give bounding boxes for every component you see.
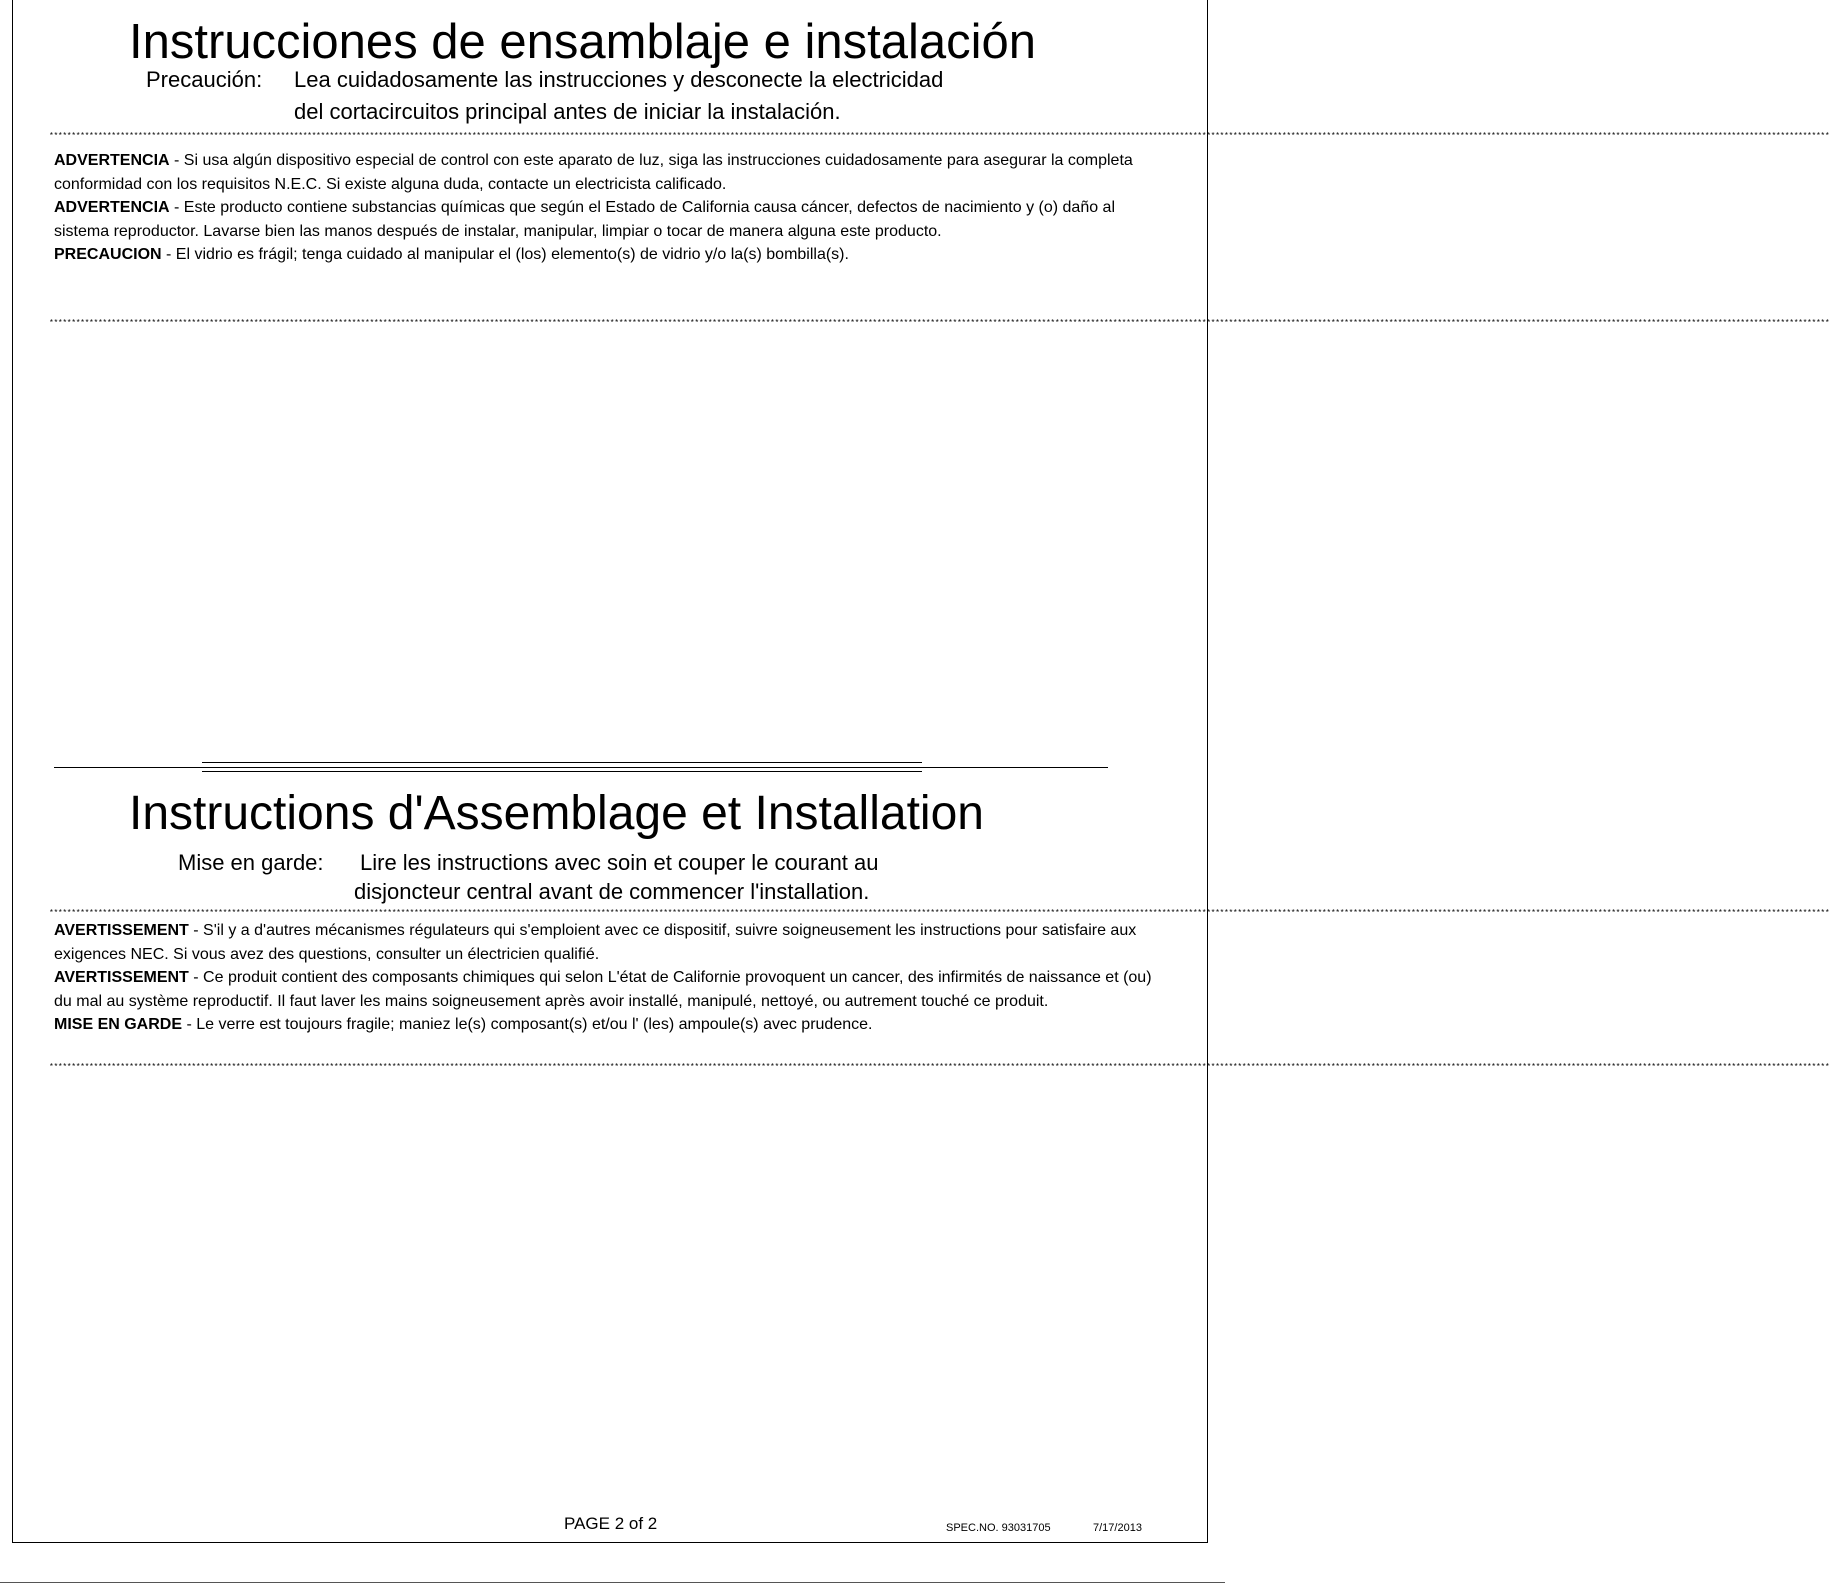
french-caution-line1: Lire les instructions avec soin et couper le courant au <box>360 850 879 875</box>
asterisk-separator: **************************************************************************************************************************************************************************************************************************************************************************************************************************************************************************************************************** <box>49 132 1829 141</box>
spanish-caution-label: Precaución: <box>146 67 263 92</box>
spanish-caution-line2: del cortacircuitos principal antes de iniciar la instalación. <box>294 99 841 124</box>
warning-text: - Ce produit contient des composants chimiques qui selon L'état de Californie provoquent un cancer, des infirmités de naissance et (ou) du mal au système reproductif. Il faut laver les mains soigneusement après avoir installé, manipulé, nettoyé, ou autrement touché ce produit. <box>54 969 1152 1010</box>
bottom-rule <box>0 1582 1225 1583</box>
caution-text: - El vidrio es frágil; tenga cuidado al manipular el (los) elemento(s) de vidrio y/o la(s) bombilla(s). <box>161 246 849 263</box>
warning-label: ADVERTENCIA <box>54 152 170 169</box>
spec-number: SPEC.NO. 93031705 <box>946 1522 1051 1534</box>
section-divider-accent <box>202 762 922 763</box>
spanish-warnings <box>54 149 1164 267</box>
asterisk-separator: **************************************************************************************************************************************************************************************************************************************************************************************************************************************************************************************************************** <box>49 1063 1829 1072</box>
warning-text: - Si usa algún dispositivo especial de control con este aparato de luz, siga las instrucciones cuidadosamente para asegurar la completa conformidad con los requisitos N.E.C. Si existe alguna duda, contacte un electricista calificado. <box>54 152 1133 193</box>
asterisk-separator: **************************************************************************************************************************************************************************************************************************************************************************************************************************************************************************************************************** <box>49 909 1829 918</box>
section-divider <box>54 767 1108 768</box>
warning-label: AVERTISSEMENT <box>54 922 189 939</box>
warning-text: - S'il y a d'autres mécanismes régulateurs qui s'emploient avec ce dispositif, suivre soigneusement les instructions pour satisfaire aux exigences NEC. Si vous avez des questions, consulter un électricien qualifié. <box>54 922 1137 963</box>
caution-paragraph <box>54 1013 1164 1037</box>
asterisk-separator: **************************************************************************************************************************************************************************************************************************************************************************************************************************************************************************************************************** <box>49 319 1829 328</box>
french-caution-line2: disjoncteur central avant de commencer l'installation. <box>354 879 870 904</box>
warning-paragraph <box>54 149 1164 196</box>
caution-label: MISE EN GARDE <box>54 1016 183 1033</box>
warning-text: - Este producto contiene substancias químicas que según el Estado de California causa cáncer, defectos de nacimiento y (o) daño al sistema reproductor. Lavarse bien las manos después de instalar, manipular, limpiar o tocar de manera alguna este producto. <box>54 199 1116 240</box>
french-caution-label: Mise en garde: <box>178 850 324 875</box>
french-title: Instructions d'Assemblage et Installation <box>129 787 984 840</box>
warning-paragraph <box>54 966 1164 1013</box>
caution-label: PRECAUCION <box>54 246 162 263</box>
french-warnings <box>54 919 1164 1037</box>
section-divider-accent <box>202 771 922 772</box>
page-number: PAGE 2 of 2 <box>564 1514 658 1533</box>
spanish-title: Instrucciones de ensamblaje e instalación <box>129 15 1037 69</box>
warning-paragraph <box>54 196 1164 243</box>
caution-text: - Le verre est toujours fragile; maniez le(s) composant(s) et/ou l' (les) ampoule(s) avec prudence. <box>182 1016 873 1033</box>
warning-label: AVERTISSEMENT <box>54 969 189 986</box>
warning-paragraph <box>54 919 1164 966</box>
warning-label: ADVERTENCIA <box>54 199 170 216</box>
document-date: 7/17/2013 <box>1093 1522 1142 1534</box>
caution-paragraph <box>54 243 1164 267</box>
spanish-caution-line1: Lea cuidadosamente las instrucciones y desconecte la electricidad <box>294 67 944 92</box>
